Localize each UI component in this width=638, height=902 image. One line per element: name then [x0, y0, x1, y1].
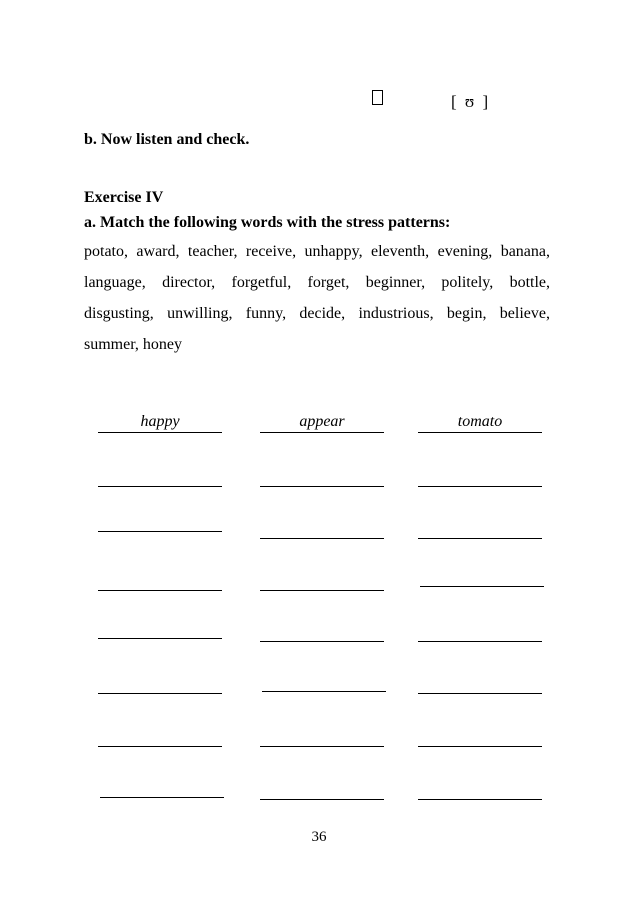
phoneme-symbol: [ ʊ ]	[451, 92, 491, 111]
answer-blank[interactable]	[98, 531, 222, 532]
word-list-line-2: language, director, forgetful, forget, beginner, politely, bottle,	[84, 274, 550, 291]
exercise-title: Exercise IV	[84, 189, 164, 206]
answer-blank[interactable]	[98, 746, 222, 747]
answer-blank[interactable]	[418, 746, 542, 747]
instruction-a: a. Match the following words with the stress patterns:	[84, 214, 451, 231]
answer-blank[interactable]	[418, 432, 542, 433]
column-heading-tomato: tomato	[457, 413, 503, 430]
answer-blank[interactable]	[418, 693, 542, 694]
answer-blank[interactable]	[98, 432, 222, 433]
answer-blank[interactable]	[260, 746, 384, 747]
answer-blank[interactable]	[418, 641, 542, 642]
answer-blank[interactable]	[418, 538, 542, 539]
answer-blank[interactable]	[260, 538, 384, 539]
answer-blank[interactable]	[98, 638, 222, 639]
missing-glyph-box	[372, 90, 383, 105]
column-heading-appear: appear	[299, 413, 345, 430]
answer-blank[interactable]	[418, 799, 542, 800]
word-list-line-4: summer, honey	[84, 336, 183, 353]
word-list-line-3: disgusting, unwilling, funny, decide, industrious, begin, believe,	[84, 305, 550, 322]
column-heading-happy: happy	[140, 413, 180, 430]
answer-blank[interactable]	[98, 693, 222, 694]
answer-blank[interactable]	[98, 486, 222, 487]
word-list-line-1: potato, award, teacher, receive, unhappy, eleventh, evening, banana,	[84, 243, 550, 260]
answer-blank[interactable]	[260, 432, 384, 433]
answer-blank[interactable]	[260, 590, 384, 591]
instruction-b: b. Now listen and check.	[84, 131, 250, 148]
answer-blank[interactable]	[262, 691, 386, 692]
answer-blank[interactable]	[260, 799, 384, 800]
answer-blank[interactable]	[418, 486, 542, 487]
answer-blank[interactable]	[260, 486, 384, 487]
answer-blank[interactable]	[98, 590, 222, 591]
answer-blank[interactable]	[260, 641, 384, 642]
page-number: 36	[311, 829, 327, 845]
answer-blank[interactable]	[100, 797, 224, 798]
answer-blank[interactable]	[420, 586, 544, 587]
